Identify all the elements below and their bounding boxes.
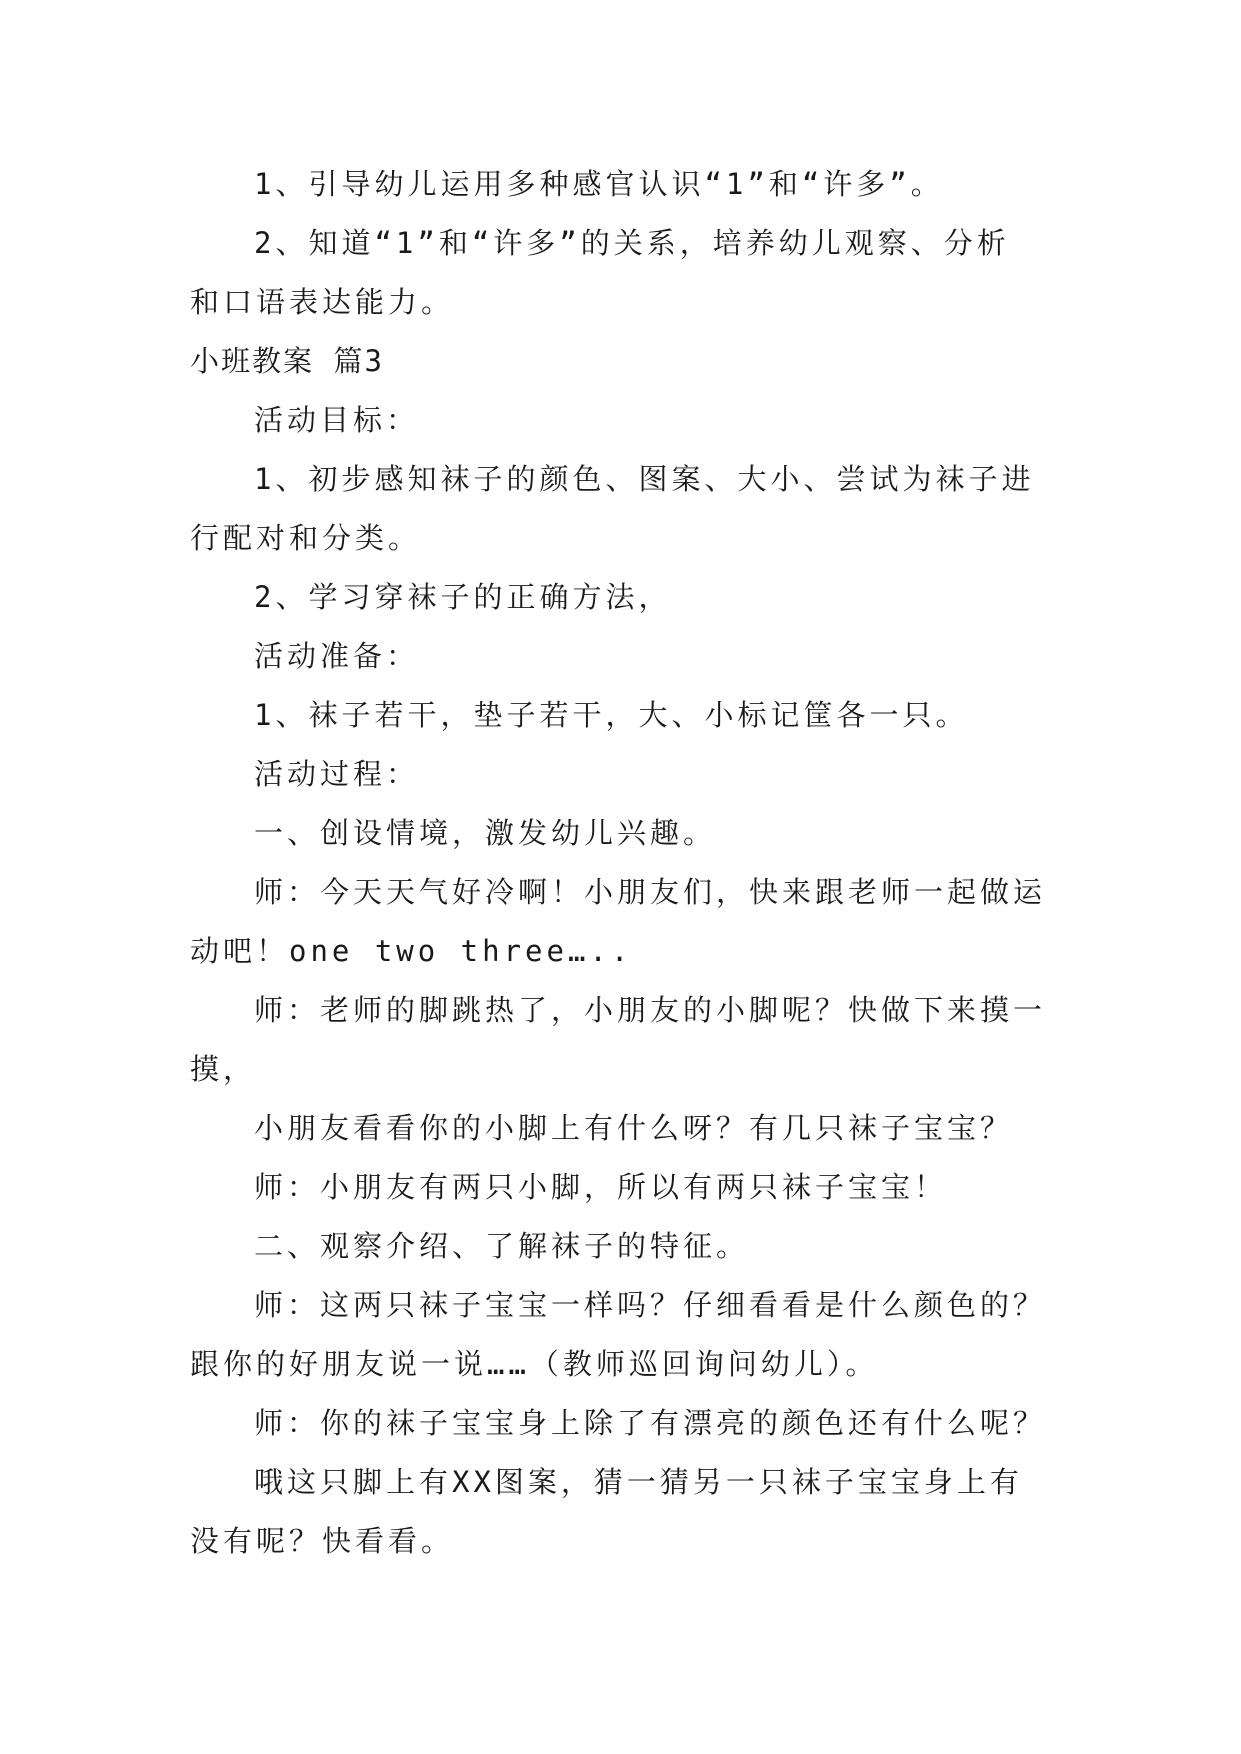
paragraph-line: 没有呢？快看看。 [190,1524,455,1558]
paragraph-preparation-heading [190,627,1070,686]
paragraph-line: 哦这只脚上有XX图案，猜一猜另一只袜子宝宝身上有 [254,1465,1023,1499]
paragraph-line: 动吧！one two three….. [190,934,633,968]
paragraph-line: 一、创设情境，激发幼儿兴趣。 [254,816,717,850]
paragraph-teacher-1 [190,863,1070,981]
paragraph-goal-2 [190,568,1070,627]
paragraph-preparation-1 [190,686,1070,745]
section-title: 小班教案 篇3 [190,344,384,378]
paragraph-line: 二、观察介绍、了解袜子的特征。 [254,1229,750,1263]
paragraph-line: 跟你的好朋友说一说……（教师巡回询问幼儿）。 [190,1347,879,1381]
paragraph-line: 1、引导幼儿运用多种感官认识“1”和“许多”。 [254,167,944,201]
paragraph-line: 师：老师的脚跳热了，小朋友的小脚呢？快做下来摸一 [254,993,1047,1027]
paragraph-line: 活动过程： [254,757,420,791]
paragraph-step-1 [190,804,1070,863]
paragraph-teacher-3 [190,1158,1070,1217]
paragraph-goal-1 [190,450,1070,568]
paragraph-line: 小朋友看看你的小脚上有什么呀？有几只袜子宝宝？ [254,1111,1014,1145]
paragraph-line: 2、知道“1”和“许多”的关系，培养幼儿观察、分析 [254,226,1010,260]
paragraph-process-heading [190,745,1070,804]
paragraph-line: 摸， [190,1052,257,1086]
paragraph-pattern [190,1453,1070,1571]
paragraph-line: 行配对和分类。 [190,521,422,555]
paragraph-teacher-4 [190,1276,1070,1394]
paragraph-line: 2、学习穿袜子的正确方法， [254,580,672,614]
paragraph-activity-goals-heading [190,391,1070,450]
paragraph-question-1 [190,1099,1070,1158]
paragraph-line: 师：小朋友有两只小脚，所以有两只袜子宝宝！ [254,1170,948,1204]
goal-paragraph-1 [190,155,1070,214]
paragraph-line: 活动目标： [254,403,420,437]
paragraph-step-2 [190,1217,1070,1276]
goal-paragraph-2 [190,214,1070,332]
paragraph-line: 师：今天天气好冷啊！小朋友们，快来跟老师一起做运 [254,875,1047,909]
paragraph-teacher-2 [190,981,1070,1099]
paragraph-line: 1、袜子若干，垫子若干，大、小标记筐各一只。 [254,698,969,732]
paragraph-line: 和口语表达能力。 [190,285,455,319]
paragraph-line: 师：这两只袜子宝宝一样吗？仔细看看是什么颜色的？ [254,1288,1047,1322]
paragraph-teacher-5 [190,1394,1070,1453]
paragraph-line: 活动准备： [254,639,420,673]
paragraph-line: 1、初步感知袜子的颜色、图案、大小、尝试为袜子进 [254,462,1035,496]
paragraph-line: 师：你的袜子宝宝身上除了有漂亮的颜色还有什么呢？ [254,1406,1047,1440]
